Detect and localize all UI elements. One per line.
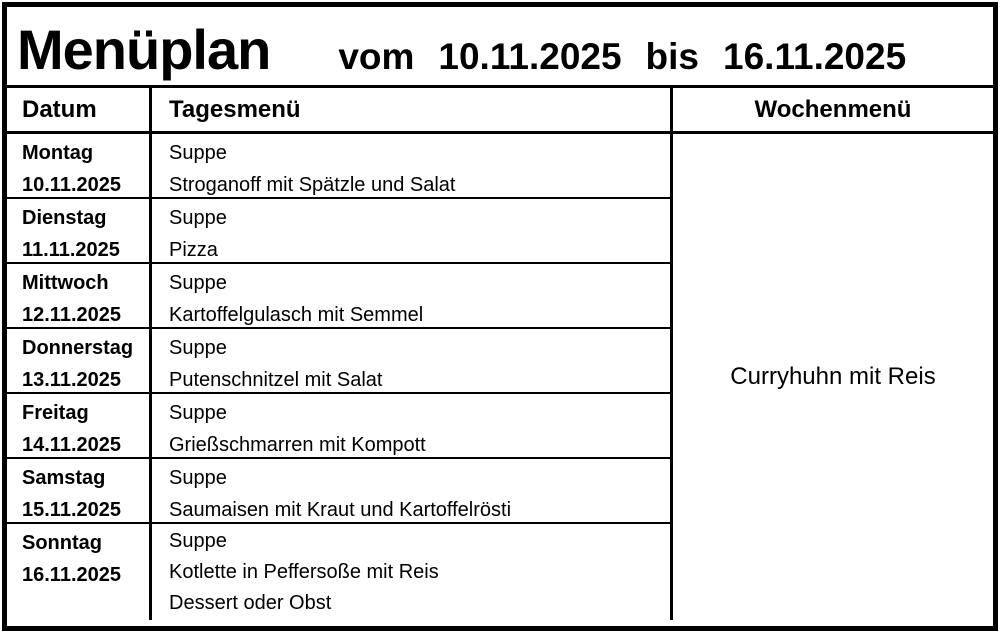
day-date: 12.11.2025 [22,304,121,326]
day-cell-donnerstag [7,329,152,394]
weekly-menu-cell: Curryhuhn mit Reis [730,363,936,390]
date-range [338,36,906,78]
column-header-tagesmenue: Tagesmenü [152,88,673,131]
menu-item: Grießschmarren mit Kompott [169,434,426,456]
day-name: Donnerstag [22,337,134,359]
menu-item: Stroganoff mit Spätzle und Salat [169,174,456,196]
menu-cell-sonntag [152,524,673,620]
menu-item: Suppe [169,530,227,552]
menu-cell-freitag [152,394,673,459]
day-name: Freitag [22,402,89,424]
day-date: 11.11.2025 [22,239,120,261]
day-cell-freitag [7,394,152,459]
menu-item: Suppe [169,207,227,229]
menu-item: Suppe [169,467,227,489]
day-cell-montag [7,134,152,199]
day-name: Sonntag [22,532,102,554]
menu-item: Suppe [169,272,227,294]
menu-item: Dessert oder Obst [169,592,332,614]
menu-cell-donnerstag [152,329,673,394]
date-range-bis: bis [645,36,700,77]
menu-item: Saumaisen mit Kraut und Kartoffelrösti [169,499,512,521]
day-date: 15.11.2025 [22,499,121,521]
date-range-from: 10.11.2025 [438,36,622,77]
day-cell-sonntag [7,524,152,620]
day-date: 13.11.2025 [22,369,121,391]
day-cell-samstag [7,459,152,524]
menu-item: Suppe [169,337,227,359]
menu-cell-samstag [152,459,673,524]
page-title: Menüplan [17,18,271,81]
table-header-row [7,88,993,134]
day-name: Samstag [22,467,106,489]
menu-item: Suppe [169,142,227,164]
day-date: 14.11.2025 [22,434,121,456]
menu-cell-dienstag [152,199,673,264]
day-name: Montag [22,142,94,164]
menu-table-body [7,134,993,620]
column-header-datum: Datum [7,88,152,131]
day-date: 16.11.2025 [22,564,121,586]
day-date: 10.11.2025 [22,174,121,196]
day-name: Dienstag [22,207,107,229]
date-range-to: 16.11.2025 [723,36,907,77]
day-cell-mittwoch [7,264,152,329]
menu-item: Putenschnitzel mit Salat [169,369,383,391]
menu-item: Kotlette in Peffersoße mit Reis [169,561,439,583]
menu-item: Suppe [169,402,227,424]
date-range-vom: vom [338,36,415,77]
menu-item: Pizza [169,239,218,261]
menu-cell-montag [152,134,673,199]
column-header-wochenmenue: Wochenmenü [754,95,912,123]
menu-plan-document [2,2,998,631]
day-cell-dienstag [7,199,152,264]
menu-cell-mittwoch [152,264,673,329]
day-name: Mittwoch [22,272,109,294]
title-row [7,7,993,88]
menu-item: Kartoffelgulasch mit Semmel [169,304,424,326]
